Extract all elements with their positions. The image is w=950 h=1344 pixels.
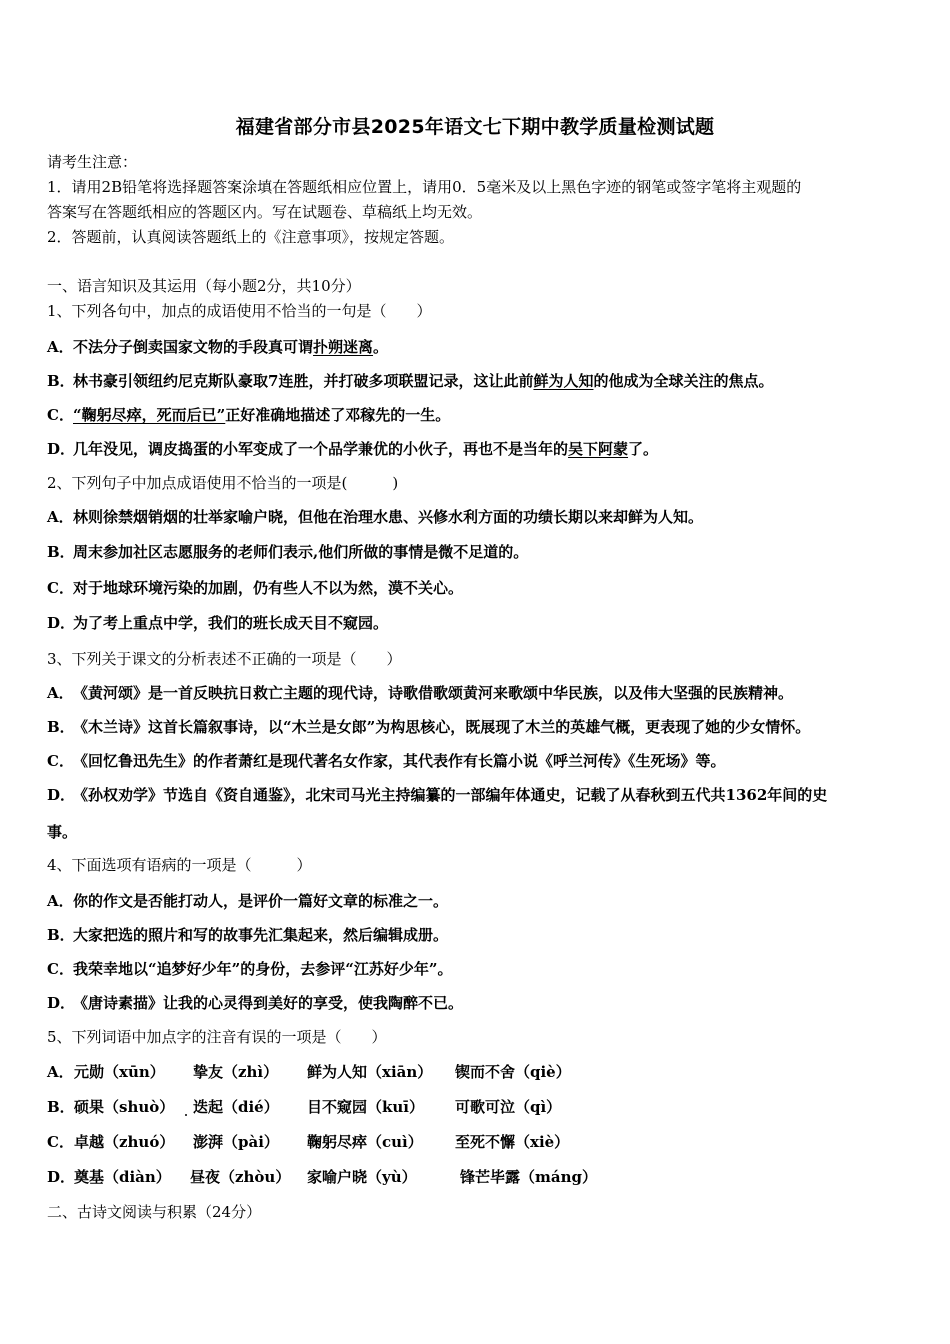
question-2-stem: 2、下列句子中加点成语使用不恰当的一项是( ) bbox=[47, 474, 399, 492]
question-1-option-d: D．几年没见，调皮捣蛋的小军变成了一个品学兼优的小伙子，再也不是当年的吴下阿蒙了。 bbox=[47, 440, 659, 458]
underlined-idiom: 鲜为人知 bbox=[533, 372, 594, 390]
pinyin-item: 目不窥园（kuī） bbox=[307, 1098, 424, 1116]
option-label: C． bbox=[47, 960, 74, 978]
option-label: C． bbox=[47, 1133, 74, 1151]
option-label: D． bbox=[47, 994, 76, 1012]
section-2-heading: 二、古诗文阅读与积累（24分） bbox=[47, 1203, 262, 1221]
question-3-option-b: B．《木兰诗》这首长篇叙事诗，以“木兰是女郎”为构思核心，既展现了木兰的英雄气概，更表现了她的少女情怀。 bbox=[47, 718, 811, 736]
option-label: A． bbox=[47, 892, 74, 910]
question-4-stem: 4、下面选项有语病的一项是（ ） bbox=[47, 856, 312, 874]
pinyin-item: 锋芒毕露（máng） bbox=[460, 1168, 597, 1186]
option-label: A． bbox=[47, 1063, 74, 1081]
question-1-stem: 1、下列各句中，加点的成语使用不恰当的一句是（ ） bbox=[47, 302, 432, 320]
question-5-stem: 5、下列词语中加点字的注音有误的一项是（ ） bbox=[47, 1028, 387, 1046]
pinyin-item: 迭起（dié） bbox=[193, 1098, 279, 1116]
question-3-option-c: C．《回忆鲁迅先生》的作者萧红是现代著名女作家，其代表作有长篇小说《呼兰河传》《生死场》等。 bbox=[47, 752, 726, 770]
option-label: C． bbox=[47, 406, 74, 424]
question-1-option-b: B．林书豪引领纽约尼克斯队豪取7连胜，并打破多项联盟记录，这让此前鲜为人知的他成为全球关注的焦点。 bbox=[47, 372, 774, 390]
option-label: A． bbox=[47, 508, 74, 526]
pinyin-item: 昼夜（zhòu） bbox=[190, 1168, 291, 1186]
question-4-option-d: D．《唐诗素描》让我的心灵得到美好的享受，使我陶醉不已。 bbox=[47, 994, 464, 1012]
option-label: D． bbox=[47, 786, 76, 804]
emphasis-dot bbox=[185, 1114, 187, 1116]
question-4-option-b: B．大家把选的照片和写的故事先汇集起来，然后编辑成册。 bbox=[47, 926, 449, 944]
question-5-option-b bbox=[47, 1096, 927, 1118]
question-3-option-d-continued: 事。 bbox=[47, 823, 78, 841]
question-2-option-b: B．周末参加社区志愿服务的老师们表示,他们所做的事情是微不足道的。 bbox=[47, 543, 529, 561]
question-5-option-d bbox=[47, 1166, 927, 1188]
pinyin-item: 硕果（shuò） bbox=[74, 1098, 175, 1116]
option-label: B． bbox=[47, 718, 75, 736]
option-label: D． bbox=[47, 614, 76, 632]
question-4-option-c: C．我荣幸地以“追梦好少年”的身份，去参评“江苏好少年”。 bbox=[47, 960, 453, 978]
question-5-option-c bbox=[47, 1131, 927, 1153]
pinyin-item: 可歌可泣（qì） bbox=[455, 1098, 562, 1116]
question-3-option-a: A．《黄河颂》是一首反映抗日救亡主题的现代诗，诗歌借歌颂黄河来歌颂中华民族，以及伟大坚强的民族精神。 bbox=[47, 684, 794, 702]
page-title: 福建省部分市县2025年语文七下期中教学质量检测试题 bbox=[235, 116, 715, 138]
pinyin-item: 挚友（zhì） bbox=[193, 1063, 279, 1081]
option-label: B． bbox=[47, 1098, 75, 1116]
notice-heading: 请考生注意： bbox=[47, 153, 138, 171]
option-label: A． bbox=[47, 338, 74, 356]
option-label: D． bbox=[47, 1168, 76, 1186]
underlined-idiom: 扑朔迷离 bbox=[313, 338, 374, 356]
question-4-option-a: A．你的作文是否能打动人，是评价一篇好文章的标准之一。 bbox=[47, 892, 449, 910]
question-2-option-a: A．林则徐禁烟销烟的壮举家喻户晓，但他在治理水患、兴修水利方面的功绩长期以来却鲜为人知。 bbox=[47, 508, 704, 526]
notice-item-1-line-2: 答案写在答题纸相应的答题区内。写在试题卷、草稿纸上均无效。 bbox=[47, 203, 483, 221]
pinyin-item: 鞠躬尽瘁（cuì） bbox=[307, 1133, 423, 1151]
question-5-option-a bbox=[47, 1061, 927, 1083]
pinyin-item: 卓越（zhuó） bbox=[74, 1133, 175, 1151]
option-label: C． bbox=[47, 752, 74, 770]
pinyin-item: 鲜为人知（xiān） bbox=[307, 1063, 433, 1081]
pinyin-item: 奠基（diàn） bbox=[74, 1168, 171, 1186]
notice-item-2: 2．答题前，认真阅读答题纸上的《注意事项》，按规定答题。 bbox=[47, 228, 455, 246]
section-1-heading: 一、语言知识及其运用（每小题2分，共10分） bbox=[47, 277, 361, 295]
option-label: A． bbox=[47, 684, 74, 702]
pinyin-item: 家喻户晓（yù） bbox=[307, 1168, 417, 1186]
option-label: C． bbox=[47, 579, 74, 597]
pinyin-item: 锲而不舍（qiè） bbox=[455, 1063, 571, 1081]
question-1-option-a: A．不法分子倒卖国家文物的手段真可谓扑朔迷离。 bbox=[47, 338, 389, 356]
pinyin-item: 至死不懈（xiè） bbox=[455, 1133, 570, 1151]
underlined-idiom: “鞠躬尽瘁，死而后已” bbox=[73, 406, 226, 424]
option-label: B． bbox=[47, 543, 75, 561]
option-label: B． bbox=[47, 926, 75, 944]
question-2-option-c: C．对于地球环境污染的加剧，仍有些人不以为然，漠不关心。 bbox=[47, 579, 464, 597]
option-label: B． bbox=[47, 372, 75, 390]
question-2-option-d: D．为了考上重点中学，我们的班长成天目不窥园。 bbox=[47, 614, 389, 632]
question-1-option-c: C．“鞠躬尽瘁，死而后已”正好准确地描述了邓稼先的一生。 bbox=[47, 406, 451, 424]
question-3-stem: 3、下列关于课文的分析表述不正确的一项是（ ） bbox=[47, 650, 402, 668]
pinyin-item: 元勋（xūn） bbox=[74, 1063, 165, 1081]
underlined-idiom: 吴下阿蒙 bbox=[568, 440, 629, 458]
pinyin-item: 澎湃（pài） bbox=[193, 1133, 279, 1151]
notice-item-1-line-1: 1．请用2B铅笔将选择题答案涂填在答题纸相应位置上，请用0．5毫米及以上黑色字迹的钢笔或签字笔将主观题的 bbox=[47, 178, 802, 196]
option-label: D． bbox=[47, 440, 76, 458]
question-3-option-d: D．《孙权劝学》节选自《资自通鉴》，北宋司马光主持编纂的一部编年体通史，记载了从春秋到五代共1362年间的史 bbox=[47, 786, 828, 804]
